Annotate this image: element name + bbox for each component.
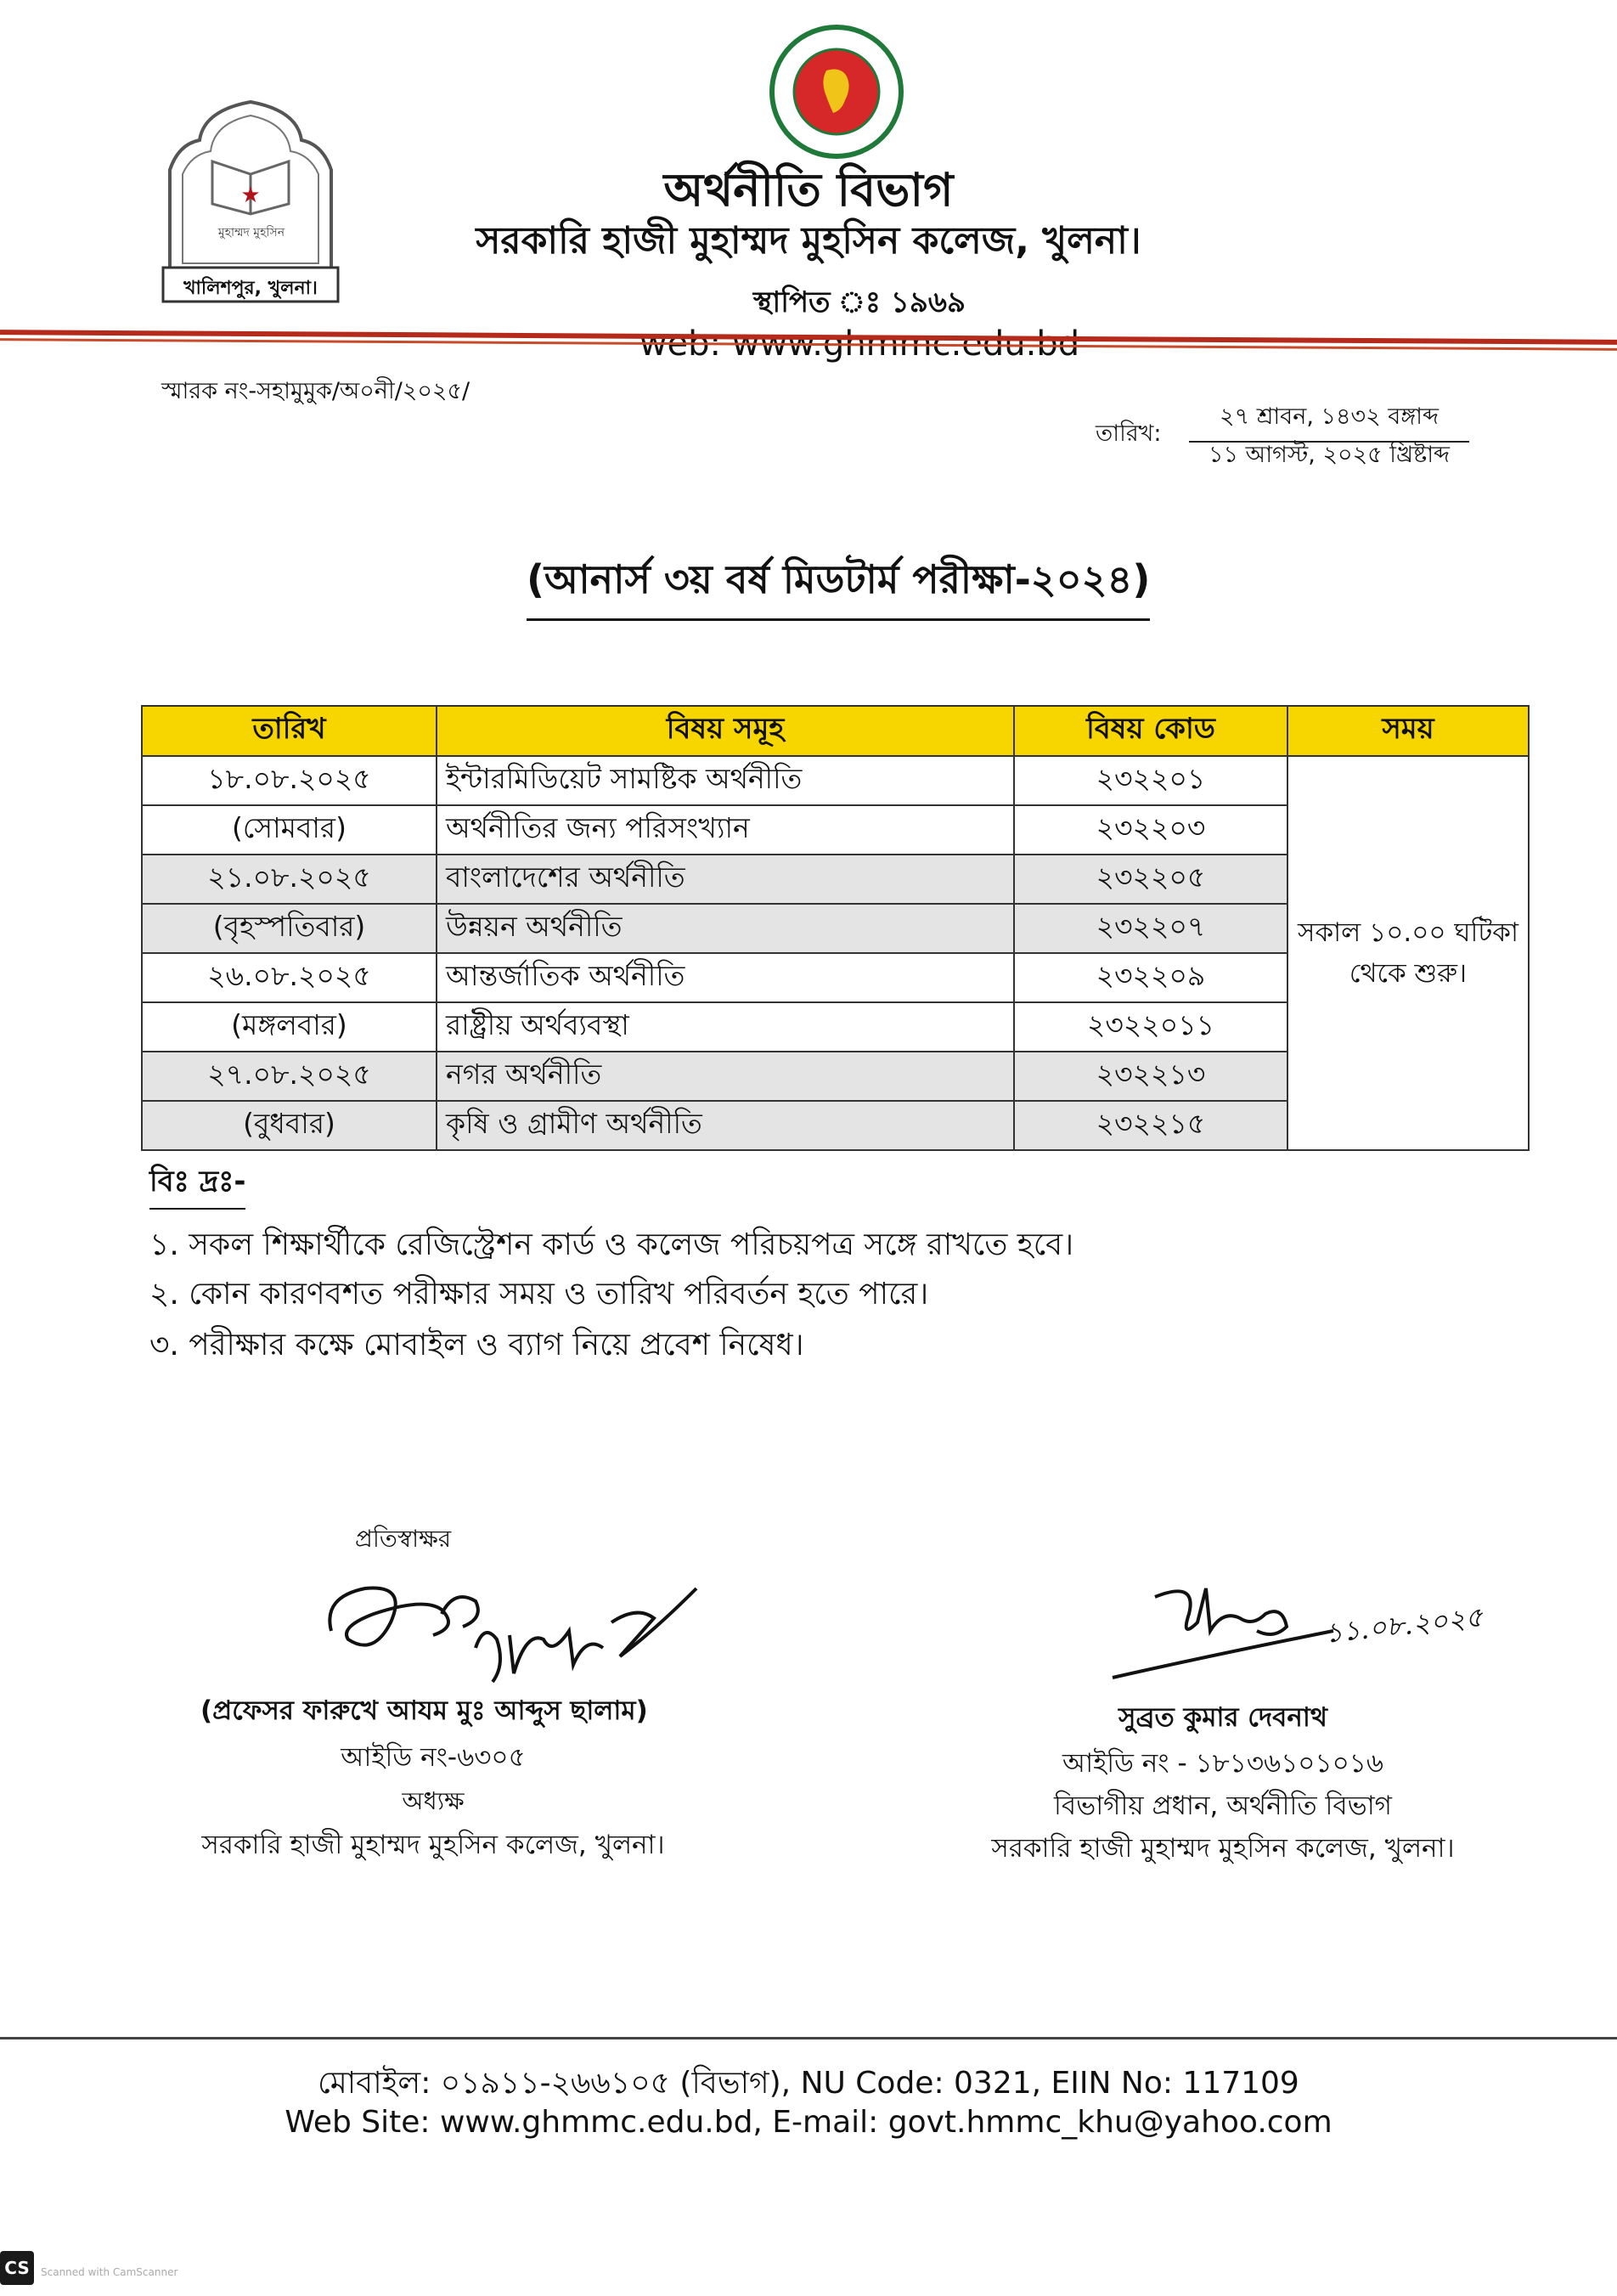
- exam-time: [1287, 756, 1529, 1150]
- footer-contact: মোবাইল: ০১৯১১-২৬৬১০৫ (বিভাগ), NU Code: 0321, EIIN No: 117109: [318, 2066, 1299, 2101]
- table-row: [142, 756, 1529, 805]
- date-label: তারিখ:: [1096, 420, 1162, 447]
- subject-name: রাষ্ট্রীয় অর্থব্যবস্থা: [437, 1002, 1014, 1052]
- header-code: বিষয় কোড: [1014, 706, 1287, 756]
- subject-name: অর্থনীতির জন্য পরিসংখ্যান: [437, 805, 1014, 855]
- exam-day: (বৃহস্পতিবার): [142, 904, 437, 953]
- exam-time-text: সকাল ১০.০০ ঘটিকা থেকে শুরু।: [1298, 917, 1518, 989]
- memo-number: স্মারক নং-সহামুমুক/অ০নী/২০২৫/: [161, 378, 470, 404]
- footer-divider: [0, 2037, 1617, 2039]
- note-item: ১. সকল শিক্ষার্থীকে রেজিস্ট্রেশন কার্ড ও কলেজ পরিচয়পত্র সঙ্গে রাখতে হবে।: [149, 1227, 1074, 1262]
- exam-title: (আনার্স ৩য় বর্ষ মিডটার্ম পরীক্ষা-২০২৪): [527, 550, 1150, 621]
- notes-title: বিঃ দ্রঃ-: [149, 1159, 245, 1210]
- subject-name: ইন্টারমিডিয়েট সামষ্টিক অর্থনীতি: [437, 756, 1014, 805]
- subject-code: ২৩২২০৯: [1014, 953, 1287, 1002]
- footer-web-email[interactable]: Web Site: www.ghmmc.edu.bd, E-mail: govt.hmmc_khu@yahoo.com: [285, 2105, 1332, 2140]
- logo-place-text: খালিশপুর, খুলনা।: [183, 278, 318, 299]
- government-seal: [769, 24, 904, 160]
- date-bangla: ২৭ শ্রাবন, ১৪৩২ বঙ্গাব্দ: [1189, 399, 1469, 443]
- date-gregorian: ১১ আগস্ট, ২০২৫ খ্রিষ্টাব্দ: [1208, 442, 1451, 468]
- header-subjects: বিষয় সমূহ: [437, 706, 1014, 756]
- exam-date: ২১.০৮.২০২৫: [142, 855, 437, 904]
- scanner-note: Scanned with CamScanner: [41, 2266, 178, 2278]
- exam-day: (বুধবার): [142, 1101, 437, 1150]
- subject-code: ২৩২২০৫: [1014, 855, 1287, 904]
- subject-name: কৃষি ও গ্রামীণ অর্থনীতি: [437, 1101, 1014, 1150]
- head-sign-date: ১১.০৮.২০২৫: [1323, 1600, 1485, 1650]
- department-title: অর্থনীতি বিভাগ: [663, 163, 954, 217]
- note-item: ৩. পরীক্ষার কক্ষে মোবাইল ও ব্যাগ নিয়ে প্রবেশ নিষেধ।: [149, 1328, 804, 1362]
- subject-code: ২৩২২০১: [1014, 756, 1287, 805]
- camscanner-badge: CS: [0, 2251, 34, 2285]
- seal-text: [926, 76, 936, 77]
- principal-college: সরকারি হাজী মুহাম্মদ মুহসিন কলেজ, খুলনা।: [201, 1830, 665, 1860]
- header-time: সময়: [1287, 706, 1529, 756]
- principal-role: অধ্যক্ষ: [402, 1786, 465, 1815]
- exam-schedule-table: [141, 705, 1530, 1151]
- head-signature: [1104, 1571, 1359, 1690]
- subject-name: আন্তর্জাতিক অর্থনীতি: [437, 953, 1014, 1002]
- principal-id: আইডি নং-৬৩০৫: [341, 1742, 526, 1773]
- college-name: সরকারি হাজী মুহাম্মদ মুহসিন কলেজ, খুলনা।: [476, 219, 1141, 262]
- head-id: আইডি নং - ১৮১৩৬১০১০১৬: [1062, 1748, 1384, 1779]
- subject-name: বাংলাদেশের অর্থনীতি: [437, 855, 1014, 904]
- head-role: বিভাগীয় প্রধান, অর্থনীতি বিভাগ: [1053, 1791, 1393, 1821]
- established-year: স্থাপিত ঃ ১৯৬৯: [752, 285, 966, 319]
- head-name: সুব্রত কুমার দেবনাথ: [1118, 1702, 1327, 1733]
- exam-date: ১৮.০৮.২০২৫: [142, 756, 437, 805]
- subject-code: ২৩২২১৫: [1014, 1101, 1287, 1150]
- note-item: ২. কোন কারণবশত পরীক্ষার সময় ও তারিখ পরিবর্তন হতে পারে।: [149, 1277, 929, 1312]
- svg-text:★: ★: [240, 183, 261, 208]
- header-date: তারিখ: [142, 706, 437, 756]
- subject-code: ২৩২২১৩: [1014, 1052, 1287, 1101]
- counter-sign-label: প্রতিস্বাক্ষর: [355, 1525, 452, 1553]
- subject-code: ২৩২২০৩: [1014, 805, 1287, 855]
- subject-code: ২৩২২০৭: [1014, 904, 1287, 953]
- table-header-row: [142, 706, 1529, 756]
- exam-date: ২৭.০৮.২০২৫: [142, 1052, 437, 1101]
- subject-name: নগর অর্থনীতি: [437, 1052, 1014, 1101]
- subject-name: উন্নয়ন অর্থনীতি: [437, 904, 1014, 953]
- exam-day: (মঙ্গলবার): [142, 1002, 437, 1052]
- exam-day: (সোমবার): [142, 805, 437, 855]
- principal-name: (প্রফেসর ফারুখে আযম মুঃ আব্দুস ছালাম): [200, 1695, 648, 1726]
- logo-inner-text: মুহাম্মদ মুহসিন: [217, 226, 285, 240]
- principal-signature: [314, 1554, 722, 1690]
- subject-code: ২৩২২০১১: [1014, 1002, 1287, 1052]
- exam-date: ২৬.০৮.২০২৫: [142, 953, 437, 1002]
- head-college: সরকারি হাজী মুহাম্মদ মুহসিন কলেজ, খুলনা।: [991, 1833, 1455, 1864]
